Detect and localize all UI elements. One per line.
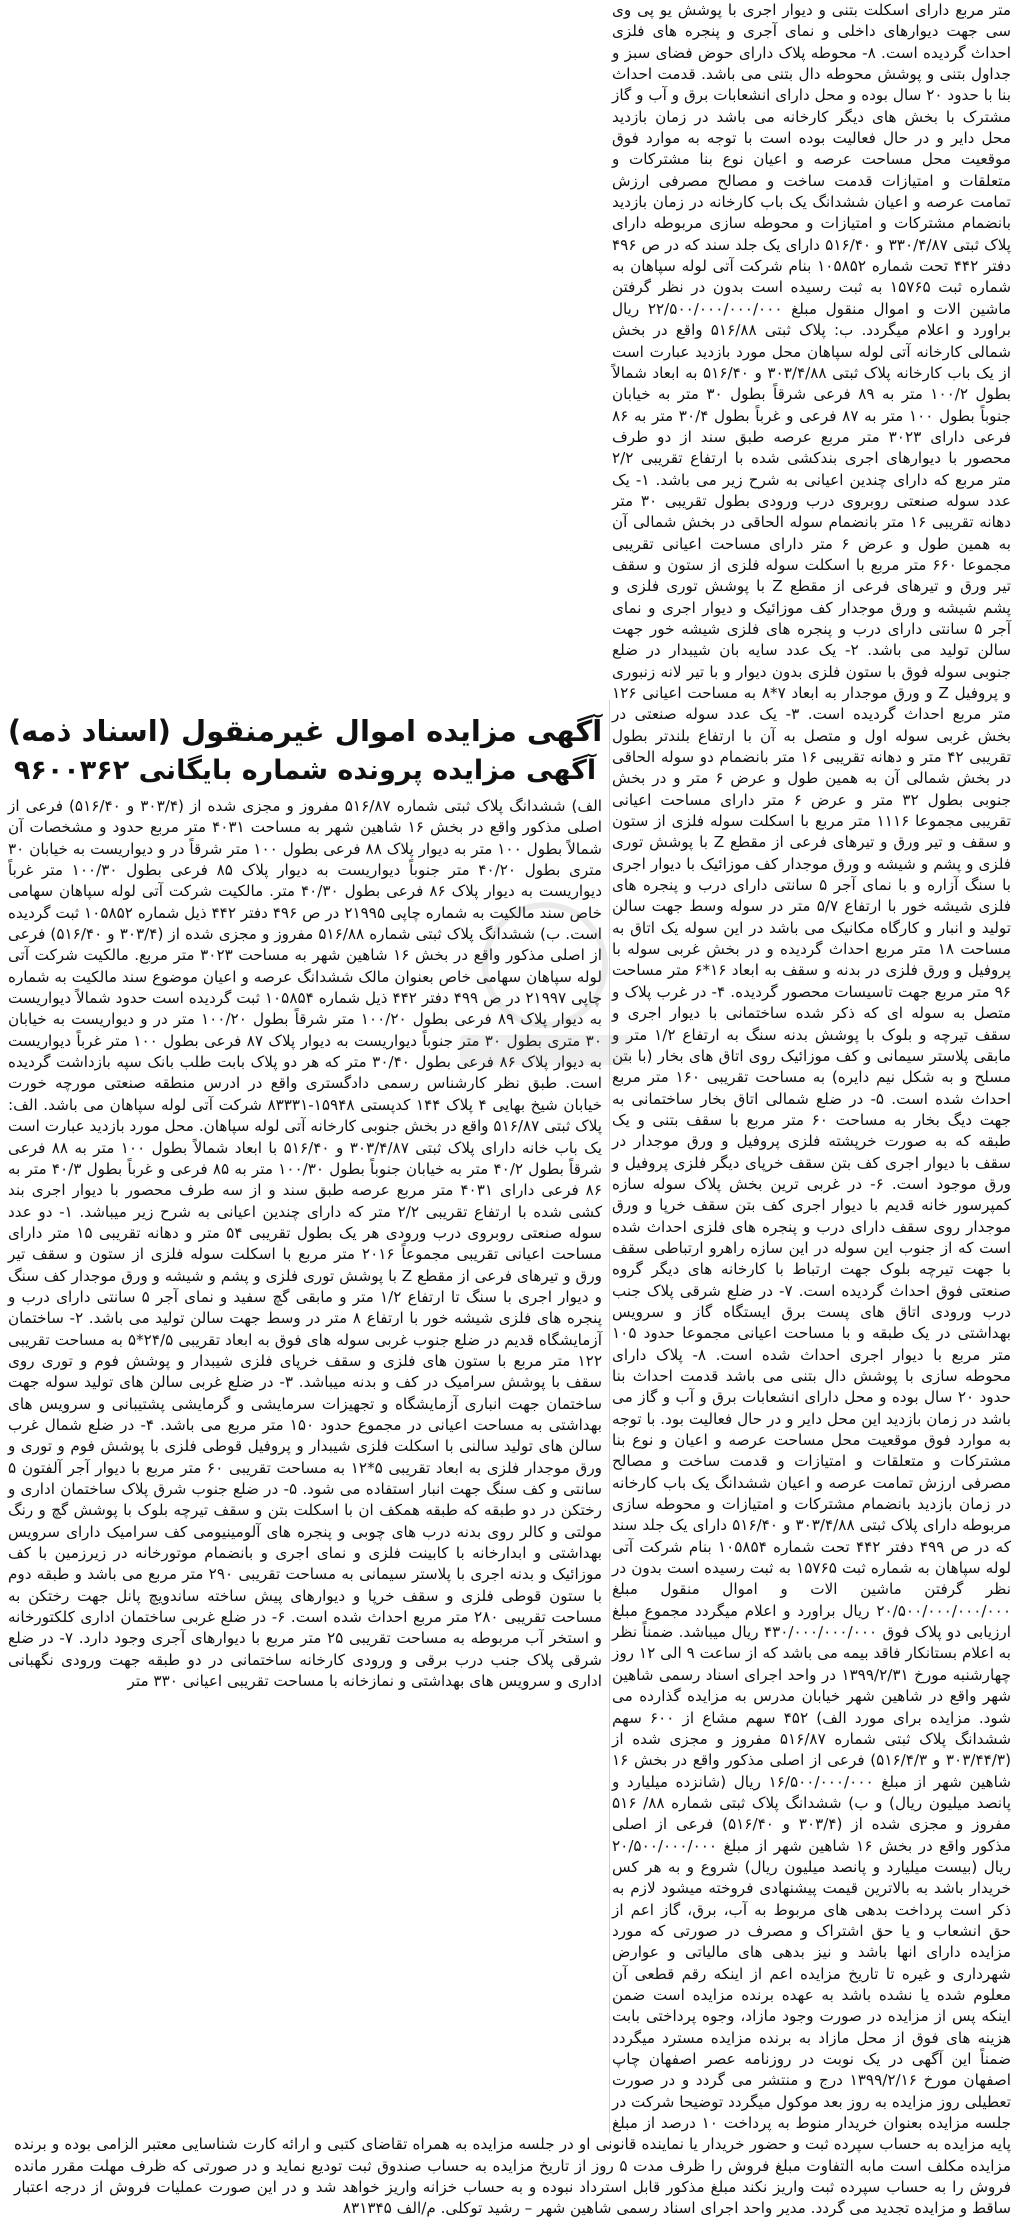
- auction-text-left: الف) ششدانگ پلاک ثبتی شماره ۵۱۶/۸۷ مفروز و مجزی شده از (۳۰۳/۴ و ۵۱۶/۴۰) فرعی از اصلی مذکور واقع در بخش ۱۶ شاهین شهر به مساحت ۴۰۳۱ متر مربع حدود و مشخصات آن شمالاً بطول ۱۰۰ متر به دیوار پلاک ۸۸ فرعی بطول ۱۰۰ متر شرقاً در و دیواریست به خیابان ۳۰ متری بطول ۴۰/۲۰ متر جنوباً دیواریست به دیوار پلاک ۸۵ فرعی بطول ۱۰۰/۳۰ متر غرباً دیواریست به دیوار پلاک ۸۶ فرعی بطول ۴۰/۳۰ متر. مالکیت شرکت آتی لوله سپاهان سهامی خاص سند مالکیت به شماره چاپی ۲۱۹۹۵ در ص ۴۹۶ دفتر ۴۴۲ ذیل شماره ۱۰۵۸۵۲ ثبت گردیده است. ب) ششدانگ پلاک ثبتی شماره ۵۱۶/۸۸ مفروز و مجزی شده از (۳۰۳/۴ و ۵۱۶/۴۰) فرعی از اصلی مذکور واقع در بخش ۱۶ شاهین شهر به مساحت ۳۰۲۳ متر مربع. مالکیت شرکت آتی لوله سپاهان سهامی خاص بعنوان مالک ششدانگ عرصه و اعیان موضوع سند مالکیت به شماره چاپی ۲۱۹۹۷ در ص ۴۹۹ دفتر ۴۴۲ ذیل شماره ۱۰۵۸۵۴ ثبت گردیده است حدود شمالاً دیواریست به دیوار پلاک ۸۹ فرعی بطول ۱۰۰/۲۰ متر شرقاً بطول ۱۰۰/۲۰ متر در و دیواریست به خیابان ۳۰ متری بطول ۳۰ متر جنوباً دیواریست به دیوار پلاک ۸۷ فرعی بطول ۱۰۰ متر غرباً دیواریست به دیوار پلاک ۸۶ فرعی بطول ۳۰/۴۰ متر که هر دو پلاک بابت طلب بانک سپه بازداشت گردیده است. طبق نظر کارشناس رسمی دادگستری واقع در ادرس منطقه صنعتی مورچه خورت خیابان شیخ بهایی ۴ پلاک ۱۴۴ کدپستی ۱۵۹۴۸-۸۳۳۳۱ شرکت آتی لوله سپاهان می باشد. الف: پلاک ثبتی ۵۱۶/۸۷ واقع در بخش جنوبی کارخانه آتی لوله سپاهان. محل مورد بازدید عبارت است یک باب خانه دارای پلاک ثبتی ۳۰۳/۴/۸۷ و ۵۱۶/۴۰ با ابعاد شمالاً بطول ۱۰۰ متر به ۸۸ فرعی شرقاً بطول ۴۰/۲ متر به خیابان جنوباً بطول ۱۰۰/۳۰ متر به ۸۵ فرعی و غرباً بطول ۴۰/۳ متر به ۸۶ فرعی دارای ۴۰۳۱ متر مربع عرصه طبق سند و از سه طرف محصور با دیوار اجری بند کشی شده با ارتفاع تقریبی ۲/۲ متر که دارای چندین اعیانی به شرح زیر میباشد. ۱- دو عدد سوله صنعتی روبروی درب ورودی هر یک بطول تقریبی ۵۴ متر و دهانه تقریبی ۱۵ متر دارای مساحت اعیانی تقریبی مجموعاً ۲۰۱۶ متر مربع با اسکلت سوله فلزی از ستون و سقف تیر ورق و تیرهای فرعی از مقطع Z با پوشش توری فلزی و پشم و شیشه و ورق موجدار کف سنگ و دیوار اجری با سنگ تا ارتفاع ۱/۲ متر و مابقی گچ سفید و نمای آجر ۵ سانتی دارای درب و پنجره های فلزی شیشه خور با ارتفاع ۸ متر در وسط جهت سالن تولید می باشد. ۲- ساختمان آزمایشگاه قدیم در ضلع جنوب غربی سوله های فوق به ابعاد تقریبی ۲۴/۵*۵ به مساحت تقریبی ۱۲۲ متر مربع با ستون های فلزی و سقف خرپای فلزی شیبدار و پوشش فوم و توری روی سقف با پوشش سرامیک در کف و بدنه میباشد. ۳- در ضلع غربی سالن های تولید سوله جهت ساختمان جهت انباری آزمایشگاه و تجهیزات سرمایشی و گرمایشی پشتیبانی و سرویس های بهداشتی به مساحت اعیانی در مجموع حدود ۱۵۰ متر مربع می باشد. ۴- در ضلع شمال غرب سالن های تولید سالنی با اسکلت فلزی شیبدار و پروفیل قوطی فلزی با پوشش فوم و توری و ورق موجدار فلزی به ابعاد تقریبی ۵*۱۲ به مساحت تقریبی ۶۰ متر مربع با دیوار آجر آلفتون ۵ سانتی و کف سنگ جهت انبار استفاده می شود. ۵- در ضلع جنوب شرق پلاک ساختمان اداری و رختکن در دو طبقه که طبقه همکف ان با اسکلت بتن و سقف تیرچه بلوک با پوشش گچ و رنگ مولتی و کالر روی بدنه درب های چوبی و پنجره های آلومینیومی کف سرامیک دارای سرویس بهداشتی و ابدارخانه با کابینت فلزی و نمای اجری و بانضمام موتورخانه در زیرزمین با کف موزائیک و بدنه اجری با پلاستر سیمانی به مساحت تقریبی ۲۹۰ متر مربع می باشد و طبقه دوم با ستون قوطی فلزی و سقف خرپا و دیوارهای پیش ساخته ساندویچ پانل جهت رختکن به مساحت تقریبی ۲۸۰ متر مربع احداث شده است. ۶- در ضلع غربی ساختمان اداری کلکتورخانه و استخر آب مربوطه به مساحت تقریبی ۲۵ متر مربع با دیوارهای آجری وجود دارد. ۷- در ضلع شرقی پلاک جنب درب برقی و ورودی کارخانه ساختمانی در دو طبقه جهت ورودی نگهبانی اداری و سرویس های بهداشتی و نمازخانه با مساحت تقریبی اعیانی ۳۳۰ متر: [8, 797, 603, 1691]
- announcement-column: [4, 712, 606, 2133]
- column-divider: [609, 700, 610, 2133]
- announcement-subtitle: آگهی مزایده پرونده شماره بایگانی ۹۶۰۰۳۶۲: [13, 755, 597, 786]
- announcement-title: آگهی مزایده اموال غیرمنقول (اسناد ذمه): [7, 714, 603, 748]
- auction-text-right: متر مربع دارای اسکلت بتنی و دیوار اجری با پوشش یو پی وی سی جهت دیوارهای داخلی و نمای آجری و پنجره های فلزی احداث گردیده است. ۸- محوطه پلاک دارای حوض فضای سبز و جداول بتنی و پوشش محوطه دال بتنی می باشد. قدمت احداث بنا با حدود ۲۰ سال بوده و محل دارای انشعابات برق و آب و گاز مشترک با بخش های دیگر کارخانه می باشد در زمان بازدید محل دایر و در حال فعالیت بوده است با توجه به موارد فوق موقعیت محل مساحت عرصه و اعیان نوع بنا مشترکات و متعلقات و امتیازات قدمت ساخت و مصالح مصرفی ارزش تمامت عرصه و اعیان ششدانگ یک باب کارخانه در زمان بازدید بانضمام مشترکات و امتیازات و محوطه سازی مربوطه دارای پلاک ثبتی ۳۳۰/۴/۸۷ و ۵۱۶/۴۰ دارای یک جلد سند که در ص ۴۹۶ دفتر ۴۴۲ تحت شماره ۱۰۵۸۵۲ بنام شرکت آتی لوله سپاهان به شماره ثبت ۱۵۷۶۵ به ثبت رسیده است بدون در نظر گرفتن ماشین الات و اموال منقول مبلغ ۲۲/۵۰۰/۰۰۰/۰۰۰/۰۰۰ ریال براورد و اعلام میگردد. ب: پلاک ثبتی ۵۱۶/۸۸ واقع در بخش شمالی کارخانه آتی لوله سپاهان محل مورد بازدید عبارت است از یک باب کارخانه پلاک ثبتی ۳۰۳/۴/۸۸ و ۵۱۶/۴۰ به ابعاد شمالاً بطول ۱۰۰/۲ متر به ۸۹ فرعی شرقاً بطول ۳۰ متر به خیابان جنوباً بطول ۱۰۰ متر به ۸۷ فرعی و غرباً بطول ۳۰/۴ متر به ۸۶ فرعی دارای ۳۰۲۳ متر مربع عرصه طبق سند از دو طرف محصور با دیوارهای اجری بندکشی شده با ارتفاع تقریبی ۲/۲ متر مربع که دارای چندین اعیانی به شرح زیر می باشد. ۱- یک عدد سوله صنعتی روبروی درب ورودی بطول تقریبی ۳۰ متر دهانه تقریبی ۱۶ متر بانضمام سوله الحاقی در بخش شمالی آن به همین طول و عرض ۶ متر دارای مساحت اعیانی تقریبی مجموعا ۶۶۰ متر مربع با اسکلت سوله فلزی از ستون و سقف تیر ورق و تیرهای فرعی از مقطع Z با پوشش توری فلزی و پشم شیشه و ورق موجدار کف موزائیک و دیوار اجری و نمای آجر ۵ سانتی دارای درب و پنجره های فلزی شیشه خور جهت سالن تولید می باشد. ۲- یک عدد سایه بان شیبدار در ضلع جنوبی سوله فوق با ستون فلزی بدون دیوار و با تیر لانه زنبوری و پروفیل Z و ورق موجدار به ابعاد ۷*۸ به مساحت اعیانی ۱۲۶ متر مربع احداث گردیده است. ۳- یک عدد سوله صنعتی در بخش غربی سوله اول و متصل به آن با ارتفاع بلندتر بطول تقریبی ۴۲ متر و دهانه تقریبی ۱۶ متر بانضمام دو سوله الحاقی در بخش شمالی آن به همین طول و عرض ۶ متر و در بخش جنوبی بطول ۳۲ متر و عرض ۶ متر دارای مساحت اعیانی تقریبی مجموعا ۱۱۱۶ متر مربع با اسکلت سوله فلزی از ستون و سقف و تیر ورق و تیرهای فرعی از مقطع Z با پوشش توری فلزی و پشم و شیشه و ورق موجدار کف موزائیک با دیوار اجری با سنگ آزاره و با نمای آجر ۵ سانتی دارای درب و پنجره های فلزی شیشه خور با ارتفاع ۵/۷ متر در سوله وسط جهت سالن تولید و انبار و کارگاه مکانیک می باشد در این سوله یک اتاق به مساحت ۱۸ متر مربع احداث گردیده و در بخش غربی سوله با پروفیل و ورق فلزی در بدنه و سقف به ابعاد ۱۶*۶ متر مساحت ۹۶ متر مربع جهت تاسیسات محصور گردیده. ۴- در غرب پلاک و متصل به سوله ای که ذکر شده ساختمانی با دیوار اجری و سقف تیرچه و بلوک با پوشش بدنه سنگ به ارتفاع ۱/۲ متر و مابقی پلاستر سیمانی و کف موزائیک روی اتاق های بخار (با بتن مسلح و به شکل نیم دایره) به مساحت تقریبی ۱۶۰ متر مربع احداث شده است. ۵- در ضلع شمالی اتاق بخار ساختمانی به جهت دیگ بخار به مساحت ۶۰ متر مربع با سقف بتنی و یک طبقه که به صورت خرپشته فلزی پروفیل و ورق موجدار در سقف با دیوار اجری کف بتن سقف خرپای دیگر فلزی پروفیل و ورق موجود است. ۶- در غربی ترین بخش پلاک سوله سازه کمپرسور خانه قدیم با دیوار اجری کف بتن سقف خرپا و ورق موجدار روی سقف دارای درب و پنجره های فلزی احداث شده است که از جنوب این سوله در این سازه راهرو ارتباطی سقف با جهت تیرچه بلوک جهت ارتباط با کارخانه های دیگر گروه صنعتی فوق احداث گردیده است. ۷- در ضلع شرقی پلاک جنب درب ورودی اتاق های پست برق ایستگاه گاز و سرویس بهداشتی در یک طبقه و با مساحت اعیانی مجموعا حدود ۱۰۵ متر مربع با دیوار اجری احداث شده است. ۸- پلاک دارای محوطه سازی با پوشش دال بتنی می باشد قدمت احداث بنا حدود ۲۰ سال بوده و محل دارای انشعابات برق و آب و گاز می باشد در زمان بازدید این محل دایر و در حال فعالیت بود. با توجه به موارد فوق موقعیت محل مساحت عرصه و اعیان و نوع بنا مشترکات و متعلقات و امتیازات و قدمت ساخت و مصالح مصرفی ارزش تمامت عرصه و اعیان ششدانگ یک باب کارخانه در زمان بازدید بانضمام مشترکات و امتیازات و محوطه سازی مربوطه دارای پلاک ثبتی ۳۰۳/۴/۸۸ و ۵۱۶/۴۰ دارای یک جلد سند که در ص ۴۹۹ دفتر ۴۴۲ تحت شماره ۱۰۵۸۵۴ بنام شرکت آتی لوله سپاهان به شماره ثبت ۱۵۷۶۵ به ثبت رسیده است بدون در نظر گرفتن ماشین الات و اموال منقول مبلغ ۲۰/۵۰۰/۰۰۰/۰۰۰/۰۰۰ ریال براورد و اعلام میگردد مجموع مبلغ ارزیابی دو پلاک فوق ۴۳۰/۰۰۰/۰۰۰/۰۰۰ ریال میباشد. ضمناً نظر به اعلام بستانکار فاقد بیمه می باشد که از ساعت ۹ الی ۱۲ روز چهارشنبه مورخ ۱۳۹۹/۲/۳۱ در واحد اجرای اسناد رسمی شاهین شهر واقع در شاهین شهر خیابان مدرس به مزایده گذارده می شود. مزایده برای مورد الف) ۴۵۲ سهم مشاع از ۶۰۰ سهم ششدانگ پلاک ثبتی شماره ۵۱۶/۸۷ مفروز و مجزی شده از (۳۰۳/۴۴/۳ و ۵۱۶/۴/۳) فرعی از اصلی مذکور واقع در بخش ۱۶ شاهین شهر از مبلغ ۱۶/۵۰۰/۰۰۰/۰۰۰ ریال (شانزده میلیارد و پانصد میلیون ریال) و ب) ششدانگ پلاک ثبتی شماره ۸۸/ ۵۱۶ مفروز و مجزی شده از (۳۰۳/۴ و ۵۱۶/۴۰) فرعی از اصلی مذکور واقع در بخش ۱۶ شاهین شهر از مبلغ ۲۰/۵۰۰/۰۰۰/۰۰۰ ریال (بیست میلیارد و پانصد میلیون ریال) شروع و به هر کس خریدار باشد به بالاترین قیمت پیشنهادی فروخته میشود لازم به ذکر است پرداخت بدهی های مربوط به آب، برق، گاز اعم از حق انشعاب و یا حق اشتراک و مصرف در صورتی که مورد مزایده دارای انها باشد و نیز بدهی های مالیاتی و عوارض شهرداری و غیره تا تاریخ مزایده اعم از اینکه رقم قطعی آن معلوم شده یا نشده باشد به عهده برنده مزایده است ضمن اینکه پس از مزایده در صورت وجود مازاد، وجوه پرداختی بابت هزینه های فوق از محل مازاد به برنده مزایده مسترد میگردد ضمناً این آگهی در یک نوبت در روزنامه عصر اصفهان چاپ اصفهان مورخ ۱۳۹۹/۲/۱۶ درج و منتشر می گردد و در صورت تعطیلی روز مزایده به روز بعد موکول میگردد توضیحا شرکت در جلسه مزایده بعنوان خریدار منوط به پرداخت ۱۰ درصد از مبلغ پایه مزایده به حساب سپرده ثبت و حضور خریدار یا نماینده قانونی او در جلسه مزایده به همراه تقاضای کتبی و ارائه کارت شناسایی معتبر الزامی بوده و برنده مزایده مکلف است مابه التفاوت مبلغ فروش را ظرف مدت ۵ روز از تاریخ مزایده به حساب صندوق ثبت تودیع نماید و در صورتی که ظرف مهلت مقرر مانده فروش را به حساب سپرده ثبت واریز نکند مبلغ مذکور قابل استرداد نبوده و به حساب خزانه واریز خواهد شد و در این صورت عملیات فروش از درجه اعتبار ساقط و مزایده تجدید می گردد. مدیر واحد اجرای اسناد رسمی شاهین شهر – رشید توکلی. م/الف ۸۳۱۳۴۵: [14, 1, 1012, 2218]
